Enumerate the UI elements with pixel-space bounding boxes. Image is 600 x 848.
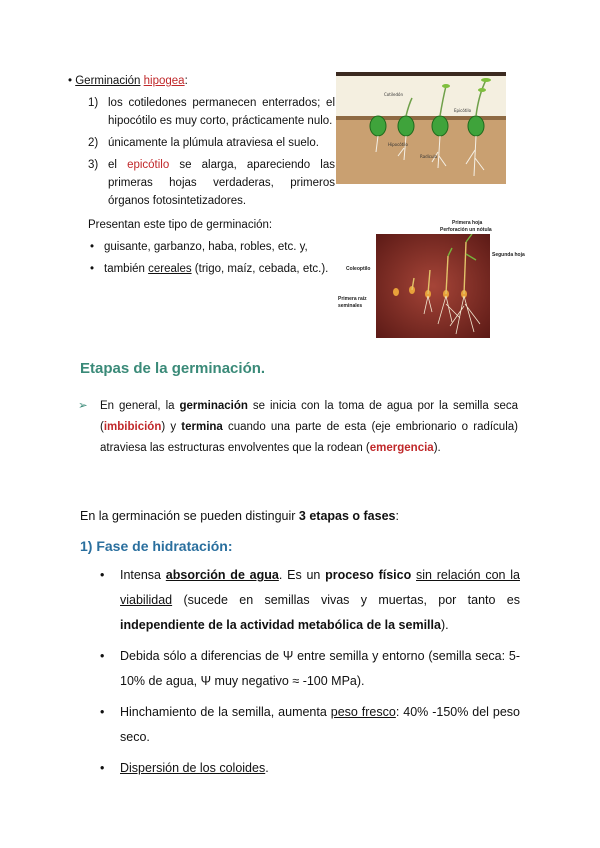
bullet-icon: • [90, 263, 95, 275]
arrow-bullet-icon: ➢ [78, 400, 88, 412]
proceso-fisico-term: proceso físico [325, 568, 412, 582]
list-item [100, 644, 520, 694]
emergencia-term: emergencia [369, 442, 434, 454]
text-part: En la germinación se pueden distinguir [80, 509, 296, 523]
text-part: ). [433, 442, 441, 454]
item-text: únicamente la plúmula atraviesa el suelo. [108, 137, 319, 149]
cereal-seedlings-photo [376, 234, 490, 338]
presentan-text: Presentan este tipo de germinación: [88, 219, 273, 231]
cereales-term: cereales [148, 263, 192, 275]
item-text [120, 563, 520, 638]
phases-intro [80, 509, 399, 523]
item-number: 2) [88, 137, 99, 149]
independiente-term: independiente de la actividad metabólica de la semilla [120, 618, 441, 632]
item-text [120, 700, 520, 750]
text-part: (sucede en semillas vivas y muertas, por tanto es [183, 593, 520, 607]
germinacion-term: germinación [179, 400, 248, 412]
hypogeal-diagram [336, 72, 506, 184]
item-number: 3) [88, 159, 99, 171]
bullet-icon: • [100, 568, 105, 582]
list-item [100, 700, 520, 750]
list-item [90, 260, 335, 278]
item-text: guisante, garbanzo, haba, robles, etc. y, [104, 241, 308, 253]
list-item [100, 563, 520, 638]
absorcion-term: absorción de agua [165, 568, 279, 582]
list-item [88, 134, 335, 152]
svg-text:Radícula: Radícula [420, 154, 438, 159]
imbibicion-term: imbibición [103, 421, 162, 433]
svg-text:Hipocótilo: Hipocótilo [388, 142, 408, 147]
list-item [90, 238, 335, 256]
label-segunda-hoja: Segunda hoja [492, 252, 525, 258]
heading-red: hipogea [143, 75, 185, 87]
bullet-icon: • [100, 649, 105, 663]
text-part: : 40% -150% del peso seco. [120, 705, 520, 744]
heading-colon: : [184, 75, 188, 87]
label-seminales: seminales [338, 303, 363, 309]
item-number: 1) [88, 97, 99, 109]
bullet-icon: • [68, 75, 73, 87]
label-primera-hoja: Primera hoja [452, 220, 483, 226]
label-primera-raiz: Primera raíz [338, 296, 367, 302]
text-part: el [108, 159, 117, 171]
termina-term: termina [181, 421, 223, 433]
etapas-term: 3 etapas o fases [298, 509, 396, 523]
text-part: ) y [161, 421, 177, 433]
viabilidad-term: sin relación con la viabilidad [120, 568, 520, 607]
item-text [108, 156, 335, 210]
item-text: los cotiledones permanecen enterrados; el hipocótilo es muy corto, prácticamente nulo. [108, 97, 335, 127]
text-part: cuando una parte de esta (eje embrionario o radícula) atraviesa las estructuras envolventes que la rodean ( [100, 421, 518, 454]
text-part: Intensa [120, 568, 162, 582]
bullet-icon: • [100, 705, 105, 719]
text-part: ). [440, 618, 449, 632]
coloides-term: Dispersión de los coloides [120, 761, 266, 775]
svg-text:Cotiledón: Cotiledón [384, 92, 404, 97]
svg-text:Epicótilo: Epicótilo [454, 108, 472, 113]
list-item [88, 156, 335, 210]
label-perforacion: Perforación un nótula [440, 227, 492, 233]
text-part: : [395, 509, 399, 523]
germination-paragraph [78, 396, 519, 459]
item-text: Debida sólo a diferencias de Ψ entre semilla y entorno (semilla seca: 5-10% de agua, Ψ muy negativo ≈ -100 MPa). [120, 649, 520, 688]
germination-sequence-illustration [336, 72, 506, 184]
text-part: En general, la [100, 400, 175, 412]
text-part: (trigo, maíz, cebada, etc.). [194, 263, 329, 275]
seedlings-image [376, 234, 490, 338]
bullet-icon: • [90, 241, 95, 253]
phase-1-list [100, 563, 520, 787]
text-part: se alarga, apareciendo las primeras hojas verdaderas, primeros órganos fotosintetizadores. [108, 159, 335, 207]
hypogeal-heading [68, 72, 335, 90]
list-item [88, 94, 335, 130]
peso-fresco-term: peso fresco [330, 705, 396, 719]
heading-prefix: Germinación [75, 75, 141, 87]
text-part: se inicia con la toma de agua por la semilla seca ( [100, 400, 519, 433]
list-item [100, 756, 520, 781]
epicotilo-term: epicótilo [127, 159, 170, 171]
bullet-icon: • [100, 761, 105, 775]
label-coleoptilo: Coleoptilo [346, 266, 371, 272]
item-text [104, 260, 335, 278]
text-part: . [265, 761, 269, 775]
text-part: Hinchamiento de la semilla, aumenta [120, 705, 327, 719]
text-part: también [104, 263, 145, 275]
text-part: . Es un [278, 568, 321, 582]
section-title: Etapas de la germinación. [80, 360, 266, 377]
phase-1-title: 1) Fase de hidratación: [80, 538, 233, 554]
item-text [120, 756, 520, 781]
hypogeal-section [60, 72, 335, 278]
